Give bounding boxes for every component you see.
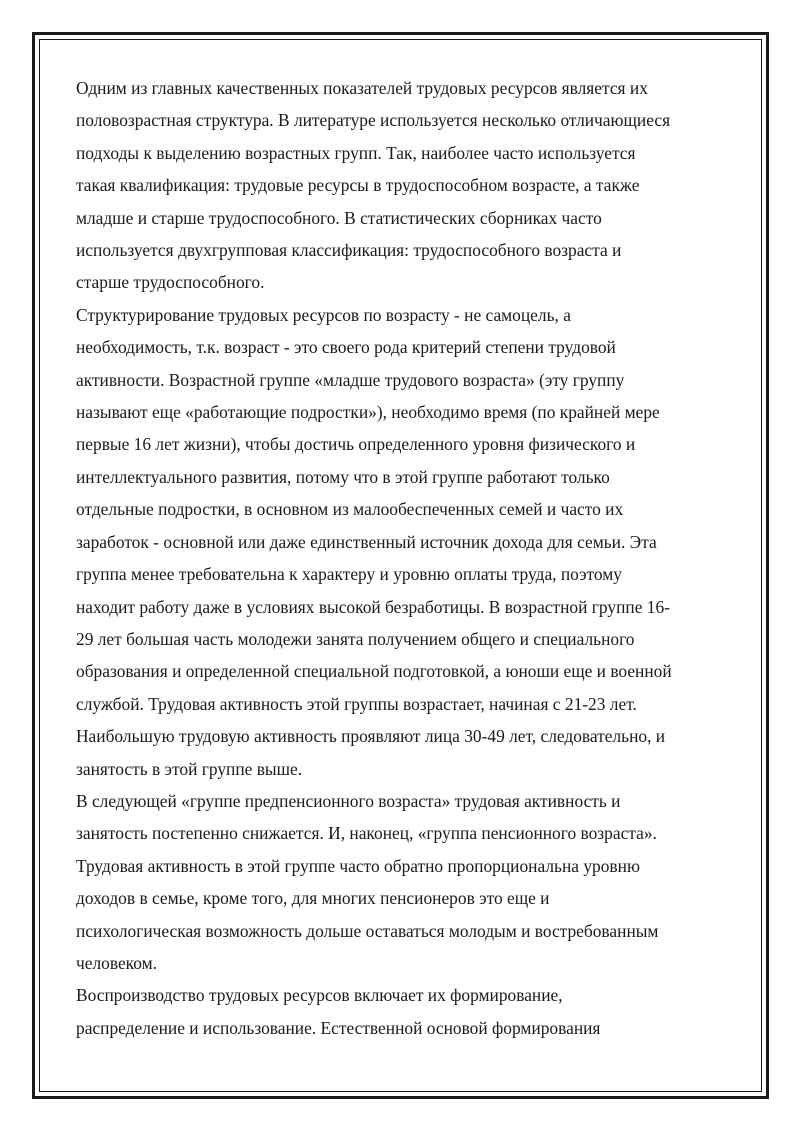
text-line: называют еще «работающие подростки»), необходимо время (по крайней мере bbox=[76, 402, 660, 423]
paragraph-2 bbox=[76, 299, 726, 785]
paragraph-1 bbox=[76, 72, 726, 299]
text-line: половозрастная структура. В литературе используется несколько отличающиеся bbox=[76, 110, 671, 131]
text-line: находит работу даже в условиях высокой безработицы. В возрастной группе 16- bbox=[76, 596, 670, 617]
text-line: Трудовая активность в этой группе часто обратно пропорциональна уровню bbox=[76, 855, 640, 876]
text-line: службой. Трудовая активность этой группы возрастает, начиная с 21-23 лет. bbox=[76, 693, 637, 714]
text-line: Воспроизводство трудовых ресурсов включает их формирование, bbox=[76, 985, 563, 1006]
text-line: Структурирование трудовых ресурсов по возрасту - не самоцель, а bbox=[76, 304, 571, 325]
text-line: образования и определенной специальной подготовкой, а юноши еще и военной bbox=[76, 661, 672, 682]
text-line: младше и старше трудоспособного. В статистических сборниках часто bbox=[76, 207, 602, 228]
paragraph-4 bbox=[76, 979, 726, 1044]
text-line: 29 лет большая часть молодежи занята получением общего и специального bbox=[76, 628, 635, 649]
paragraph-3 bbox=[76, 785, 726, 979]
text-line: Одним из главных качественных показателей трудовых ресурсов является их bbox=[76, 78, 648, 98]
text-line: старше трудоспособного. bbox=[76, 272, 265, 293]
text-line: группа менее требовательна к характеру и уровню оплаты труда, поэтому bbox=[76, 564, 622, 585]
document-body bbox=[76, 72, 726, 1044]
text-line: такая квалификация: трудовые ресурсы в трудоспособном возрасте, а также bbox=[76, 175, 640, 196]
text-line: активности. Возрастной группе «младше трудового возраста» (эту группу bbox=[76, 369, 625, 390]
text-line: доходов в семье, кроме того, для многих пенсионеров это еще и bbox=[76, 888, 550, 909]
text-line: занятость в этой группе выше. bbox=[76, 758, 303, 779]
text-line: интеллектуального развития, потому что в этой группе работают только bbox=[76, 466, 610, 487]
text-line: психологическая возможность дольше оставаться молодым и востребованным bbox=[76, 920, 659, 941]
text-line: подходы к выделению возрастных групп. Так, наиболее часто используется bbox=[76, 142, 636, 163]
text-line: используется двухгрупповая классификация: трудоспособного возраста и bbox=[76, 240, 622, 261]
text-line: первые 16 лет жизни), чтобы достичь определенного уровня физического и bbox=[76, 434, 636, 455]
text-line: занятость постепенно снижается. И, наконец, «группа пенсионного возраста». bbox=[76, 823, 657, 844]
text-line: человеком. bbox=[76, 952, 157, 973]
text-line: отдельные подростки, в основном из малообеспеченных семей и часто их bbox=[76, 499, 624, 520]
text-line: необходимость, т.к. возраст - это своего рода критерий степени трудовой bbox=[76, 337, 616, 358]
text-line: Наибольшую трудовую активность проявляют лица 30-49 лет, следовательно, и bbox=[76, 726, 666, 747]
text-line: заработок - основной или даже единственный источник дохода для семьи. Эта bbox=[76, 531, 657, 552]
text-line: распределение и использование. Естественной основой формирования bbox=[76, 1017, 601, 1038]
text-line: В следующей «группе предпенсионного возраста» трудовая активность и bbox=[76, 790, 621, 811]
